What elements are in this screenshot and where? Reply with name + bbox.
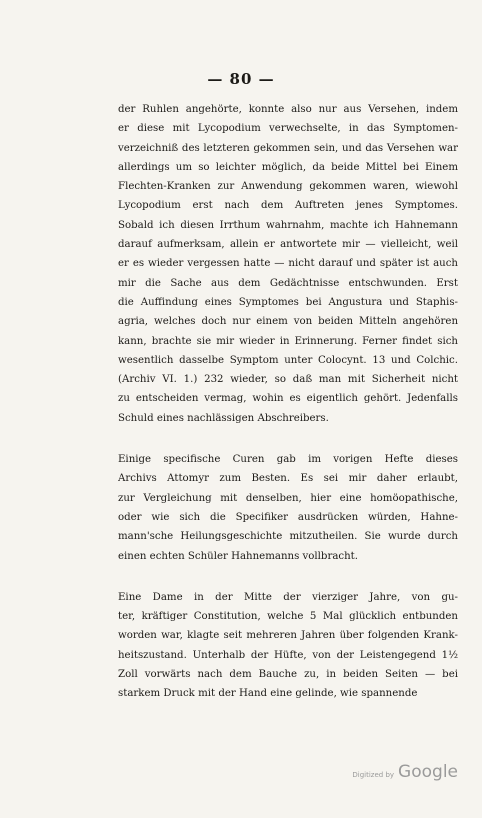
text-line: wesentlich dasselbe Symptom unter Colocynt. 13 und Colchic.: [118, 354, 458, 366]
google-logo-text: Google: [398, 762, 458, 782]
text-line: worden war, klagte seit mehreren Jahren über folgenden Krank-: [118, 630, 458, 642]
text-line: verzeichniß des letzteren gekommen sein, und das Versehen war: [118, 142, 458, 154]
paragraph-gap: [118, 566, 458, 588]
text-line: er es wieder vergessen hatte — nicht darauf und später ist auch: [118, 258, 458, 270]
text-line: darauf aufmerksam, allein er antwortete mir — vielleicht, weil: [118, 239, 458, 251]
text-line: die Auffindung eines Symptomes bei Angustura und Staphis-: [118, 296, 458, 308]
text-line: Zoll vorwärts nach dem Bauche zu, in beiden Seiten — bei: [118, 669, 458, 681]
page-number: — 80 —: [207, 70, 275, 88]
text-line: der Ruhlen angehörte, konnte also nur aus Versehen, indem: [118, 104, 458, 115]
text-line: agria, welches doch nur einem von beiden Mitteln angehören: [118, 316, 458, 328]
text-line: Einige specifische Curen gab im vorigen Hefte dieses: [118, 454, 458, 466]
text-line: kann, brachte sie mir wieder in Erinnerung. Ferner findet sich: [118, 335, 458, 347]
digitized-label: Digitized by: [352, 771, 395, 779]
text-line: mir die Sache aus dem Gedächtnisse entschwunden. Erst: [118, 277, 458, 289]
text-line: oder wie sich die Specifiker ausdrücken würden, Hahne-: [118, 511, 458, 523]
text-line: ter, kräftiger Constitution, welche 5 Mal glücklich entbunden: [118, 611, 458, 623]
text-line: Lycopodium erst nach dem Auftreten jenes Symptomes.: [118, 200, 458, 212]
google-watermark: [352, 762, 458, 782]
text-line: Schuld eines nachlässigen Abschreibers.: [118, 412, 329, 424]
text-line: allerdings um so leichter möglich, da beide Mittel bei Einem: [118, 161, 458, 173]
text-line: mann'sche Heilungsgeschichte mitzutheilen. Sie wurde durch: [118, 531, 458, 543]
text-line: zur Vergleichung mit denselben, hier eine homöopathische,: [118, 492, 458, 504]
body-text: [118, 100, 458, 704]
text-line: (Archiv VI. 1.) 232 wieder, so daß man mit Sicherheit nicht: [118, 374, 458, 386]
text-line: Sobald ich diesen Irrthum wahrnahm, machte ich Hahnemann: [118, 219, 458, 231]
text-line: er diese mit Lycopodium verwechselte, in das Symptomen-: [118, 123, 458, 135]
text-line: einen echten Schüler Hahnemanns vollbracht.: [118, 550, 358, 562]
text-line: Archivs Attomyr zum Besten. Es sei mir daher erlaubt,: [118, 473, 458, 485]
text-line: Flechten-Kranken zur Anwendung gekommen waren, wiewohl: [118, 181, 458, 193]
text-line: Eine Dame in der Mitte der vierziger Jahre, von gu-: [118, 591, 458, 603]
text-line: heitszustand. Unterhalb der Hüfte, von der Leistengegend 1½: [118, 649, 458, 661]
paragraph-gap: [118, 428, 458, 450]
text-line: zu entscheiden vermag, wohin es eigentlich gehört. Jedenfalls: [118, 393, 458, 405]
text-line: starkem Druck mit der Hand eine gelinde, wie spannende: [118, 688, 418, 700]
